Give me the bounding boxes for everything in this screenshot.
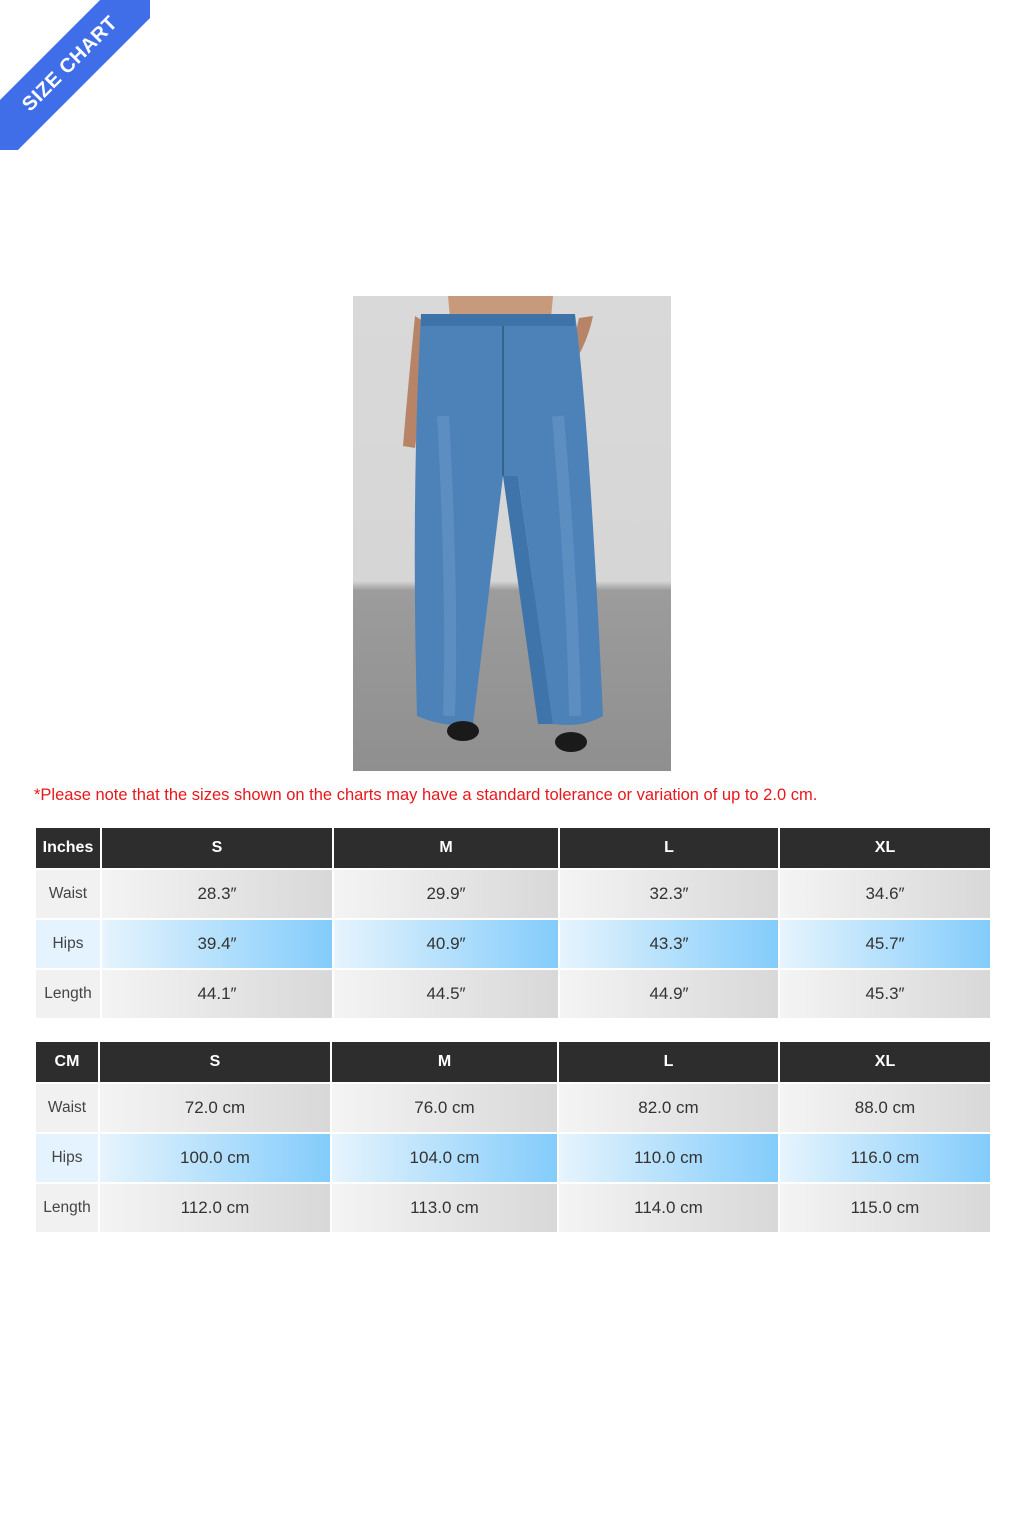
unit-header: Inches xyxy=(36,828,100,868)
cm-header-row xyxy=(36,1042,990,1082)
table-cell: 43.3″ xyxy=(560,920,778,968)
inches-size-table xyxy=(34,826,992,1020)
table-row-waist xyxy=(36,1084,990,1132)
table-cell: 115.0 cm xyxy=(780,1184,990,1232)
table-cell: 29.9″ xyxy=(334,870,558,918)
table-cell: 112.0 cm xyxy=(100,1184,330,1232)
unit-header: CM xyxy=(36,1042,98,1082)
table-cell: 72.0 cm xyxy=(100,1084,330,1132)
table-row-length xyxy=(36,1184,990,1232)
size-header-s: S xyxy=(102,828,332,868)
table-cell: 45.3″ xyxy=(780,970,990,1018)
row-label: Length xyxy=(36,970,100,1018)
table-cell: 44.5″ xyxy=(334,970,558,1018)
row-label: Hips xyxy=(36,920,100,968)
table-cell: 113.0 cm xyxy=(332,1184,557,1232)
table-cell: 45.7″ xyxy=(780,920,990,968)
table-cell: 104.0 cm xyxy=(332,1134,557,1182)
size-header-xl: XL xyxy=(780,1042,990,1082)
size-header-s: S xyxy=(100,1042,330,1082)
table-row-waist xyxy=(36,870,990,918)
table-cell: 40.9″ xyxy=(334,920,558,968)
row-label: Hips xyxy=(36,1134,98,1182)
table-cell: 88.0 cm xyxy=(780,1084,990,1132)
table-row-hips xyxy=(36,920,990,968)
cm-size-table xyxy=(34,1040,992,1234)
size-chart-ribbon xyxy=(0,0,150,150)
table-cell: 100.0 cm xyxy=(100,1134,330,1182)
size-header-l: L xyxy=(560,828,778,868)
size-header-m: M xyxy=(334,828,558,868)
row-label: Waist xyxy=(36,1084,98,1132)
row-label: Waist xyxy=(36,870,100,918)
size-header-l: L xyxy=(559,1042,778,1082)
size-header-xl: XL xyxy=(780,828,990,868)
table-cell: 44.1″ xyxy=(102,970,332,1018)
table-cell: 34.6″ xyxy=(780,870,990,918)
table-cell: 110.0 cm xyxy=(559,1134,778,1182)
table-cell: 39.4″ xyxy=(102,920,332,968)
table-row-hips xyxy=(36,1134,990,1182)
table-cell: 114.0 cm xyxy=(559,1184,778,1232)
jeans-illustration xyxy=(353,296,671,771)
row-label: Length xyxy=(36,1184,98,1232)
table-cell: 116.0 cm xyxy=(780,1134,990,1182)
jeans-product-photo xyxy=(353,296,671,771)
inches-header-row xyxy=(36,828,990,868)
table-row-length xyxy=(36,970,990,1018)
ribbon-label: SIZE CHART xyxy=(0,0,150,150)
tolerance-note: *Please note that the sizes shown on the charts may have a standard tolerance or variation of up to 2.0 cm. xyxy=(34,786,818,804)
table-cell: 32.3″ xyxy=(560,870,778,918)
table-cell: 82.0 cm xyxy=(559,1084,778,1132)
table-cell: 28.3″ xyxy=(102,870,332,918)
size-header-m: M xyxy=(332,1042,557,1082)
table-cell: 76.0 cm xyxy=(332,1084,557,1132)
table-cell: 44.9″ xyxy=(560,970,778,1018)
